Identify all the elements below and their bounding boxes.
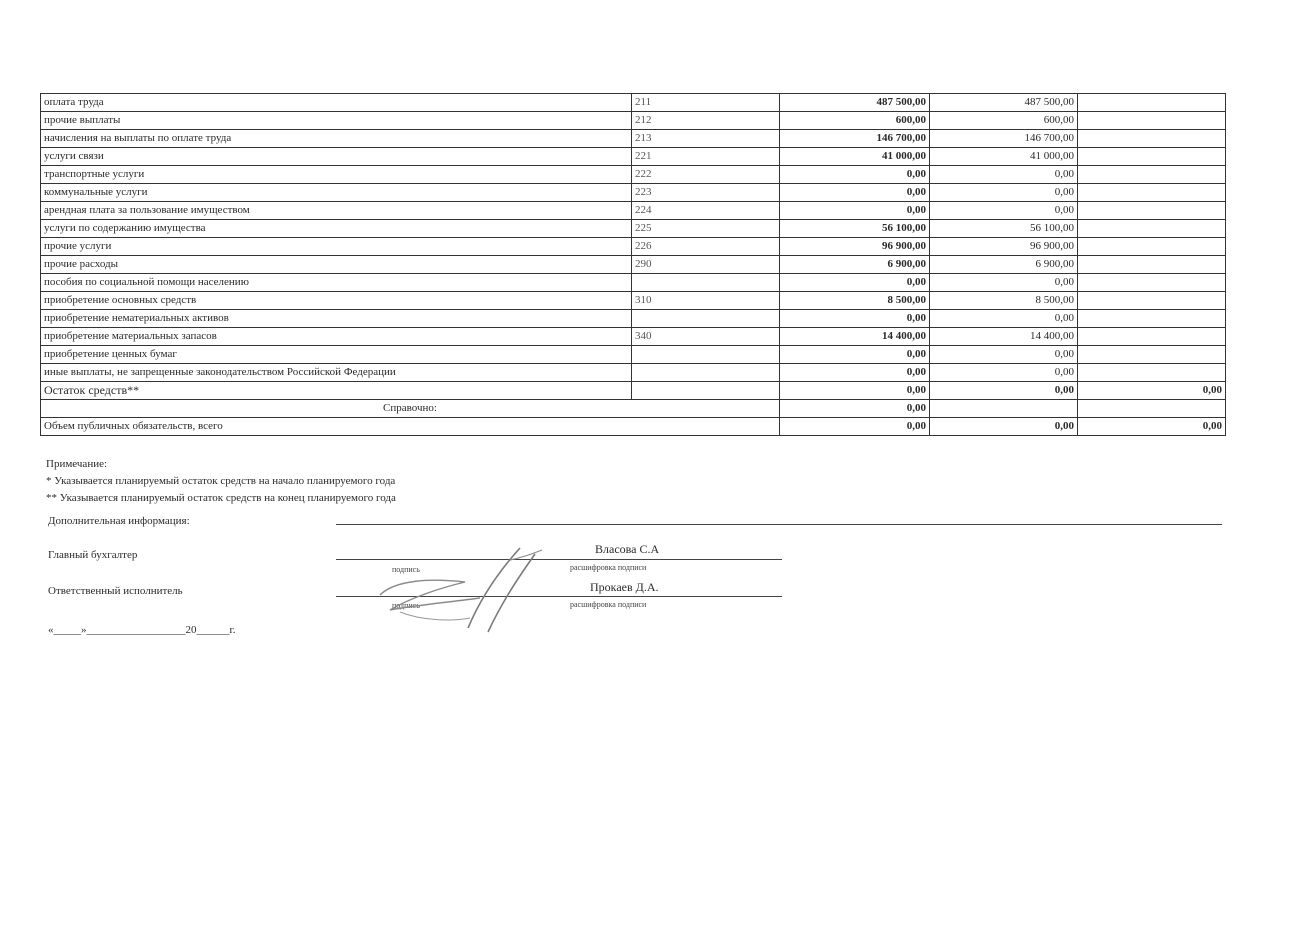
row-name: приобретение материальных запасов — [41, 328, 632, 346]
row-code: 221 — [632, 148, 780, 166]
row-value-3 — [1078, 148, 1226, 166]
balance-value-1: 0,00 — [780, 382, 930, 400]
row-name: иные выплаты, не запрещенные законодательством Российской Федерации — [41, 364, 632, 382]
reference-value-2 — [930, 400, 1078, 418]
table-row — [41, 130, 1226, 148]
table-row — [41, 166, 1226, 184]
table-row — [41, 184, 1226, 202]
row-value-2: 0,00 — [930, 346, 1078, 364]
row-name: пособия по социальной помощи населению — [41, 274, 632, 292]
balance-value-3: 0,00 — [1078, 382, 1226, 400]
table-row — [41, 256, 1226, 274]
row-value-3 — [1078, 166, 1226, 184]
row-value-2: 14 400,00 — [930, 328, 1078, 346]
row-value-3 — [1078, 292, 1226, 310]
row-value-1: 6 900,00 — [780, 256, 930, 274]
row-value-1: 0,00 — [780, 184, 930, 202]
row-name: приобретение ценных бумаг — [41, 346, 632, 364]
row-value-1: 487 500,00 — [780, 94, 930, 112]
row-name: прочие услуги — [41, 238, 632, 256]
reference-label: Справочно: — [41, 400, 780, 418]
row-code: 290 — [632, 256, 780, 274]
row-value-2: 41 000,00 — [930, 148, 1078, 166]
row-value-1: 0,00 — [780, 364, 930, 382]
row-value-3 — [1078, 310, 1226, 328]
row-code — [632, 346, 780, 364]
note-2: ** Указывается планируемый остаток средств на конец планируемого года — [46, 492, 396, 504]
row-value-1: 0,00 — [780, 202, 930, 220]
table-row — [41, 346, 1226, 364]
row-value-3 — [1078, 256, 1226, 274]
row-value-1: 0,00 — [780, 166, 930, 184]
row-value-2: 0,00 — [930, 274, 1078, 292]
row-code: 222 — [632, 166, 780, 184]
public-obligations-row — [41, 418, 1226, 436]
additional-info-line — [336, 524, 1222, 525]
row-value-3 — [1078, 220, 1226, 238]
public-obligations-value-3: 0,00 — [1078, 418, 1226, 436]
table-row — [41, 202, 1226, 220]
balance-code — [632, 382, 780, 400]
row-name: приобретение основных средств — [41, 292, 632, 310]
row-value-3 — [1078, 202, 1226, 220]
row-value-1: 14 400,00 — [780, 328, 930, 346]
row-code — [632, 310, 780, 328]
row-value-1: 146 700,00 — [780, 130, 930, 148]
reference-row — [41, 400, 1226, 418]
row-name: оплата труда — [41, 94, 632, 112]
row-value-1: 41 000,00 — [780, 148, 930, 166]
signature-caption-1: подпись — [392, 565, 420, 574]
note-title: Примечание: — [46, 458, 108, 470]
row-value-3 — [1078, 238, 1226, 256]
row-value-2: 600,00 — [930, 112, 1078, 130]
row-value-1: 8 500,00 — [780, 292, 930, 310]
row-value-2: 8 500,00 — [930, 292, 1078, 310]
table-row — [41, 328, 1226, 346]
public-obligations-label: Объем публичных обязательств, всего — [41, 418, 780, 436]
row-code: 212 — [632, 112, 780, 130]
table-row — [41, 238, 1226, 256]
row-value-1: 600,00 — [780, 112, 930, 130]
row-value-2: 146 700,00 — [930, 130, 1078, 148]
row-code: 226 — [632, 238, 780, 256]
table-row — [41, 310, 1226, 328]
reference-value-1: 0,00 — [780, 400, 930, 418]
row-code: 211 — [632, 94, 780, 112]
row-value-3 — [1078, 364, 1226, 382]
row-name: арендная плата за пользование имуществом — [41, 202, 632, 220]
row-name: услуги связи — [41, 148, 632, 166]
table-row — [41, 274, 1226, 292]
row-code — [632, 274, 780, 292]
row-value-2: 0,00 — [930, 202, 1078, 220]
handwritten-signature — [370, 540, 550, 640]
table-row — [41, 364, 1226, 382]
row-value-1: 0,00 — [780, 274, 930, 292]
row-value-2: 96 900,00 — [930, 238, 1078, 256]
row-code: 340 — [632, 328, 780, 346]
row-value-2: 0,00 — [930, 310, 1078, 328]
row-name: коммунальные услуги — [41, 184, 632, 202]
row-value-3 — [1078, 130, 1226, 148]
row-name: прочие расходы — [41, 256, 632, 274]
row-value-2: 6 900,00 — [930, 256, 1078, 274]
row-code: 225 — [632, 220, 780, 238]
executor-label: Ответственный исполнитель — [48, 585, 183, 597]
row-name: приобретение нематериальных активов — [41, 310, 632, 328]
row-value-3 — [1078, 274, 1226, 292]
row-name: начисления на выплаты по оплате труда — [41, 130, 632, 148]
table-row — [41, 220, 1226, 238]
date-line: «_____»__________________20______г. — [48, 624, 236, 636]
row-code — [632, 364, 780, 382]
row-value-2: 56 100,00 — [930, 220, 1078, 238]
executor-name: Прокаев Д.А. — [590, 580, 659, 594]
row-value-2: 0,00 — [930, 184, 1078, 202]
row-code: 223 — [632, 184, 780, 202]
row-name: прочие выплаты — [41, 112, 632, 130]
note-1: * Указывается планируемый остаток средств на начало планируемого года — [46, 475, 396, 487]
expense-table — [40, 93, 1226, 436]
public-obligations-value-2: 0,00 — [930, 418, 1078, 436]
balance-label: Остаток средств** — [41, 382, 632, 400]
signature-caption-2: подпись — [392, 601, 420, 610]
row-value-2: 0,00 — [930, 166, 1078, 184]
table-row — [41, 112, 1226, 130]
decoding-caption-2: расшифровка подписи — [570, 600, 647, 609]
table-row — [41, 94, 1226, 112]
balance-row — [41, 382, 1226, 400]
row-code: 310 — [632, 292, 780, 310]
row-name: услуги по содержанию имущества — [41, 220, 632, 238]
row-value-3 — [1078, 328, 1226, 346]
chief-accountant-label: Главный бухгалтер — [48, 549, 138, 561]
row-value-3 — [1078, 94, 1226, 112]
table-row — [41, 148, 1226, 166]
public-obligations-value-1: 0,00 — [780, 418, 930, 436]
additional-info-label: Дополнительная информация: — [48, 515, 190, 527]
row-value-1: 56 100,00 — [780, 220, 930, 238]
row-value-2: 0,00 — [930, 364, 1078, 382]
row-value-1: 0,00 — [780, 310, 930, 328]
row-value-3 — [1078, 184, 1226, 202]
row-value-1: 0,00 — [780, 346, 930, 364]
row-value-3 — [1078, 346, 1226, 364]
decoding-caption-1: расшифровка подписи — [570, 563, 647, 572]
row-name: транспортные услуги — [41, 166, 632, 184]
reference-value-3 — [1078, 400, 1226, 418]
row-value-1: 96 900,00 — [780, 238, 930, 256]
balance-value-2: 0,00 — [930, 382, 1078, 400]
row-value-2: 487 500,00 — [930, 94, 1078, 112]
row-code: 213 — [632, 130, 780, 148]
row-value-3 — [1078, 112, 1226, 130]
chief-accountant-name: Власова С.А — [595, 542, 660, 556]
row-code: 224 — [632, 202, 780, 220]
table-row — [41, 292, 1226, 310]
